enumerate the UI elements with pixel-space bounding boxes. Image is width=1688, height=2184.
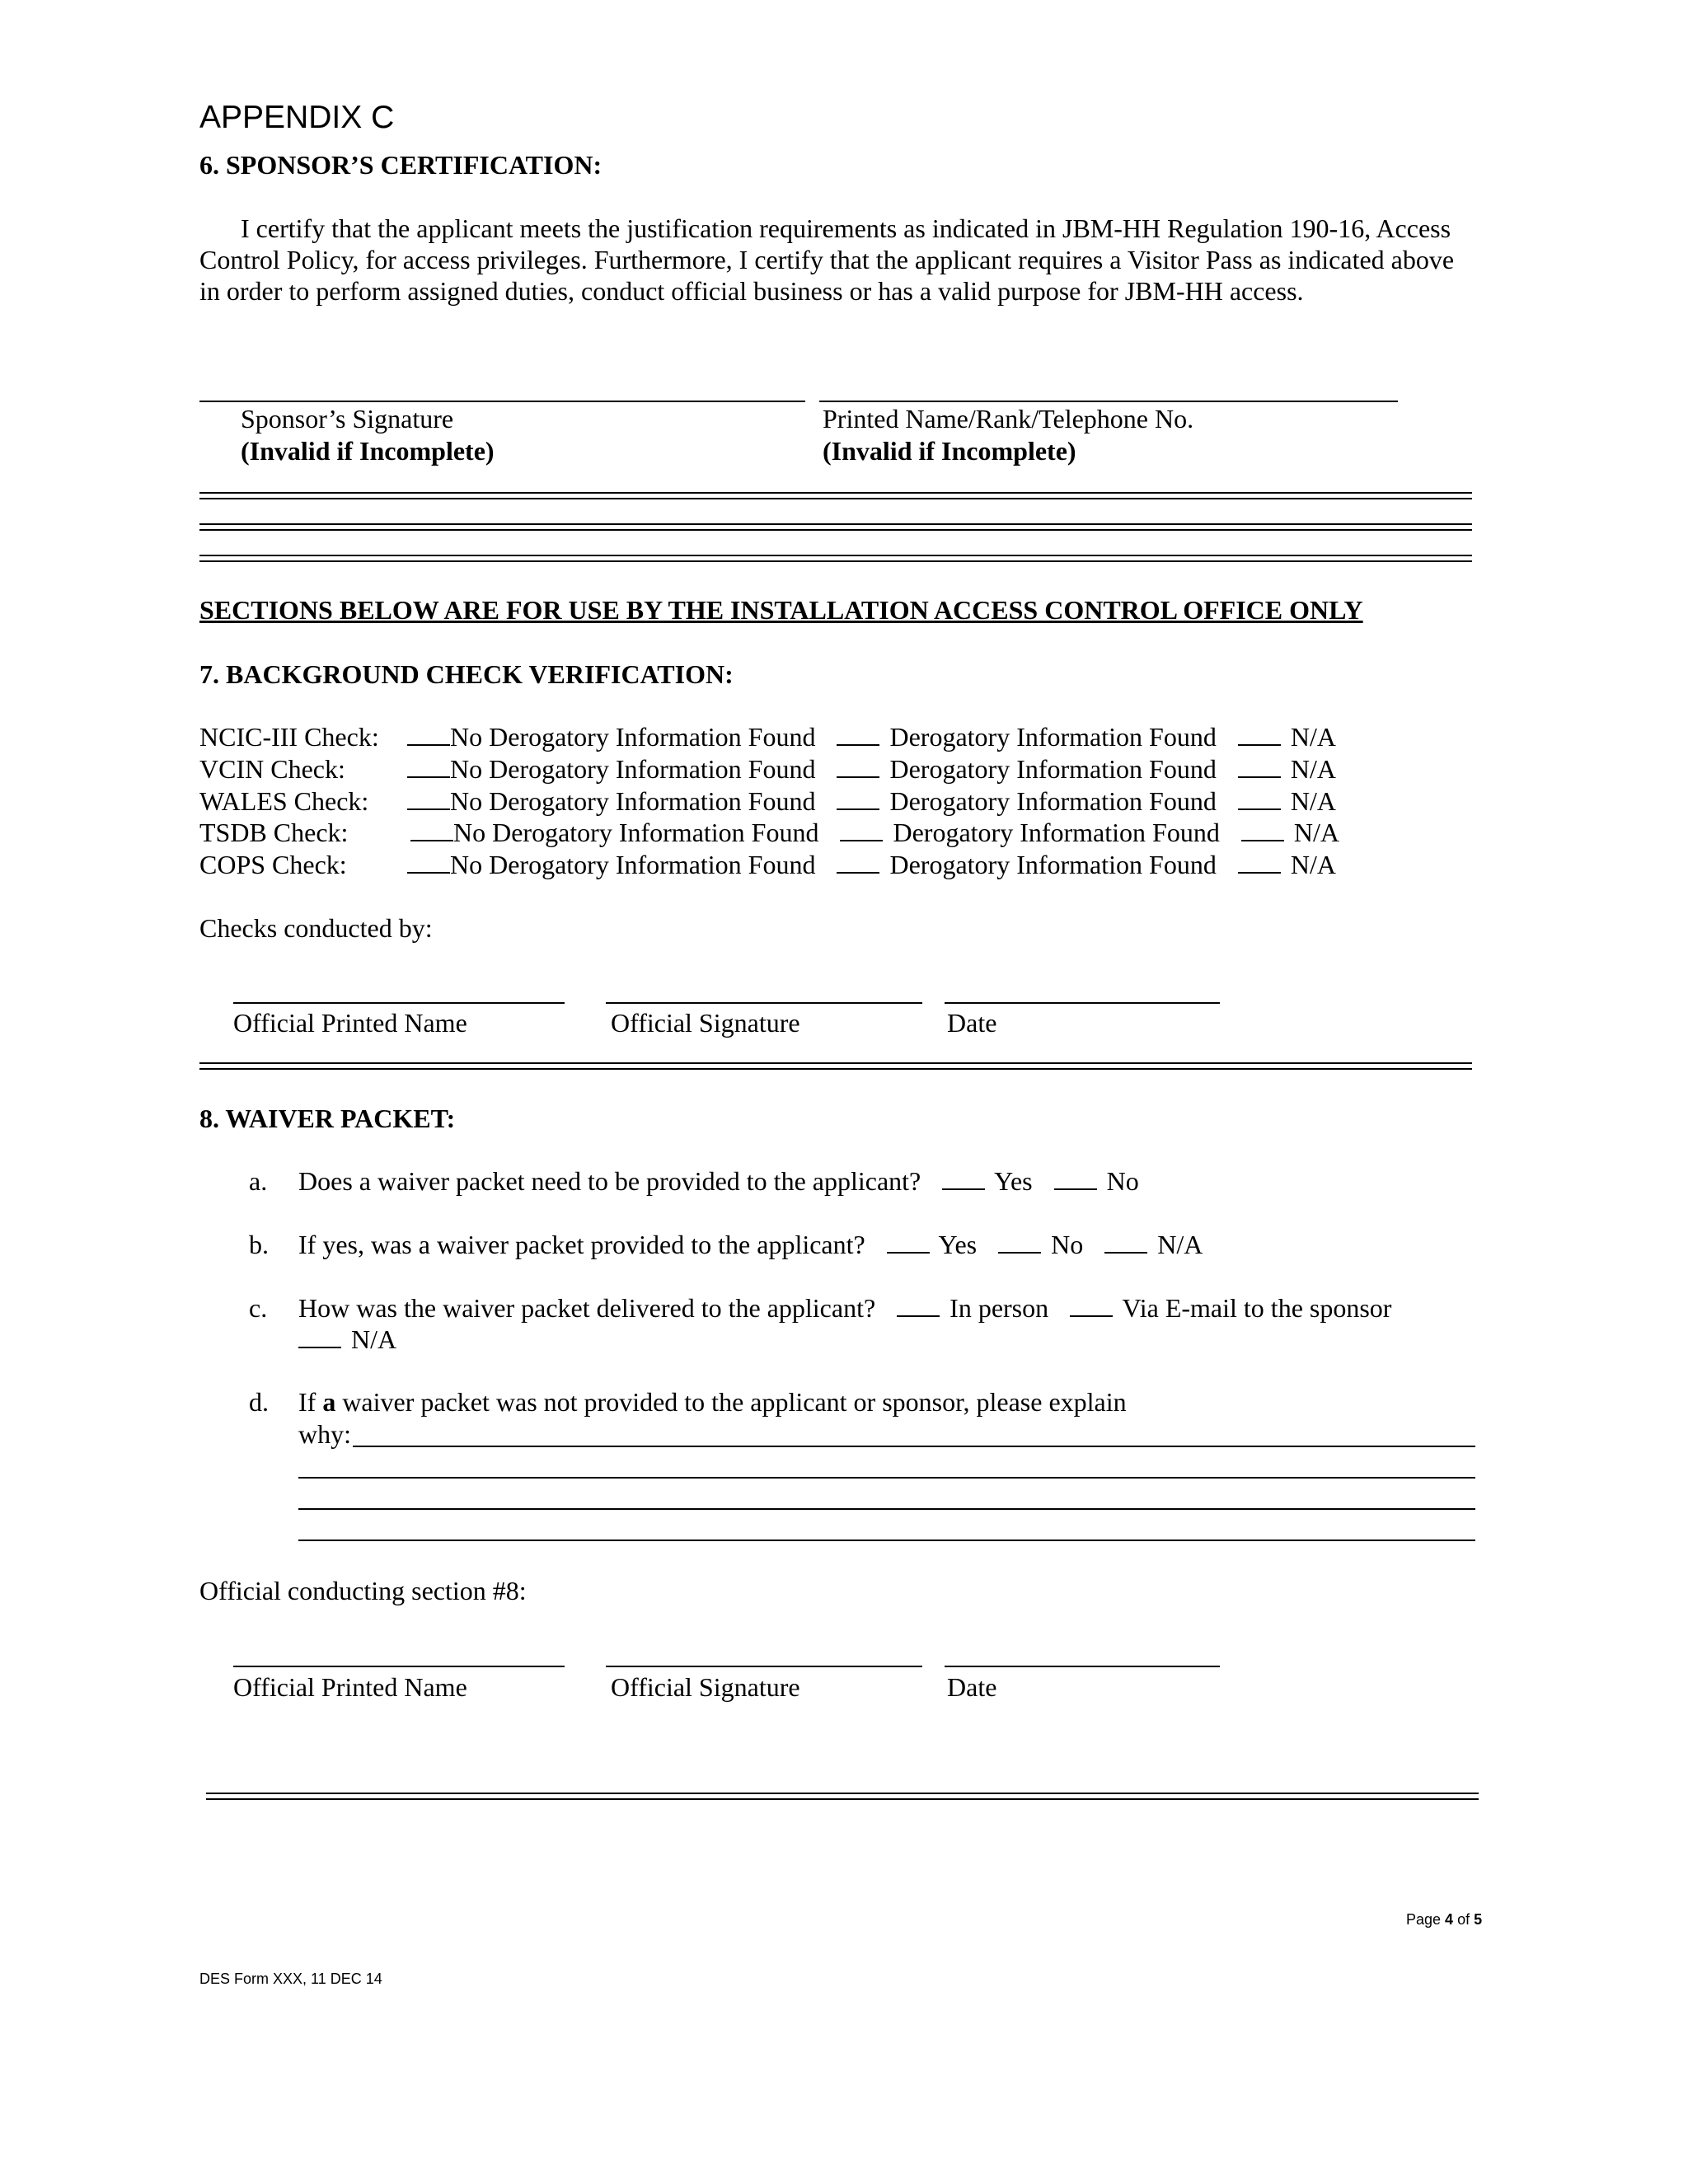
na-label: N/A — [1157, 1230, 1203, 1259]
question-text: Does a waiver packet need to be provided to the applicant? — [298, 1166, 921, 1196]
derogatory-label: Derogatory Information Found — [889, 850, 1217, 879]
section-divider — [199, 555, 1472, 562]
in-person-label: In person — [950, 1293, 1049, 1323]
na-blank[interactable] — [1238, 723, 1281, 746]
derogatory-label: Derogatory Information Found — [893, 818, 1220, 847]
waiver-question-c-na — [298, 1324, 396, 1355]
no-blank[interactable] — [1054, 1167, 1097, 1190]
question-text: If — [298, 1387, 323, 1417]
na-blank[interactable] — [1238, 787, 1281, 810]
email-label: Via E-mail to the sponsor — [1122, 1293, 1392, 1323]
check-row — [407, 849, 1336, 880]
check-row — [407, 721, 1336, 752]
no-derogatory-blank[interactable] — [407, 787, 450, 810]
na-label: N/A — [1290, 850, 1336, 879]
no-label: No — [1106, 1166, 1139, 1196]
derogatory-blank[interactable] — [837, 851, 879, 874]
page-number — [1406, 1910, 1482, 1929]
official-printed-name-label: Official Printed Name — [233, 1008, 467, 1038]
date-line[interactable] — [945, 1002, 1220, 1004]
na-label: N/A — [1293, 818, 1339, 847]
waiver-question-b — [298, 1229, 1203, 1260]
section-divider — [199, 1062, 1472, 1070]
yes-label: Yes — [994, 1166, 1033, 1196]
section-divider — [199, 523, 1472, 531]
no-derogatory-blank[interactable] — [407, 851, 450, 874]
waiver-question-a — [298, 1165, 1139, 1197]
page-of: of — [1453, 1911, 1475, 1928]
check-row — [410, 817, 1339, 848]
form-identifier: DES Form XXX, 11 DEC 14 — [199, 1971, 382, 1987]
official-signature-line[interactable] — [606, 1666, 922, 1667]
no-label: No — [1051, 1230, 1084, 1259]
sponsor-signature-label: Sponsor’s Signature — [241, 404, 454, 434]
sponsor-printed-invalid-note: (Invalid if Incomplete) — [823, 436, 1076, 466]
na-label: N/A — [1290, 786, 1336, 816]
no-derogatory-label: No Derogatory Information Found — [450, 722, 816, 752]
na-label: N/A — [351, 1324, 397, 1354]
no-derogatory-label: No Derogatory Information Found — [450, 754, 816, 784]
no-derogatory-label: No Derogatory Information Found — [453, 818, 819, 847]
page-total: 5 — [1474, 1911, 1483, 1928]
na-blank[interactable] — [1238, 851, 1281, 874]
official-conducting-label: Official conducting section #8: — [199, 1576, 527, 1605]
why-label: why: — [298, 1419, 351, 1449]
check-row — [407, 785, 1336, 817]
official-printed-name-line[interactable] — [233, 1666, 565, 1667]
question-text-bold: a — [322, 1387, 336, 1417]
no-derogatory-label: No Derogatory Information Found — [450, 850, 816, 879]
check-label-cops: COPS Check: — [199, 850, 347, 879]
date-line[interactable] — [945, 1666, 1220, 1667]
item-letter: b. — [249, 1230, 269, 1259]
appendix-title: APPENDIX C — [199, 100, 395, 135]
sponsor-signature-invalid-note: (Invalid if Incomplete) — [241, 436, 495, 466]
check-row — [407, 753, 1336, 785]
item-letter: a. — [249, 1166, 268, 1196]
page-current: 4 — [1445, 1911, 1454, 1928]
email-blank[interactable] — [1070, 1294, 1113, 1317]
sponsor-printed-name-line[interactable] — [819, 401, 1398, 402]
question-text: waiver packet was not provided to the applicant or sponsor, please explain — [335, 1387, 1127, 1417]
check-label-wales: WALES Check: — [199, 786, 369, 816]
waiver-question-d — [298, 1386, 1127, 1418]
section-divider — [199, 492, 1472, 499]
explanation-line[interactable] — [298, 1477, 1475, 1479]
section-divider — [206, 1793, 1479, 1800]
derogatory-label: Derogatory Information Found — [889, 754, 1217, 784]
office-only-heading: SECTIONS BELOW ARE FOR USE BY THE INSTALLATION ACCESS CONTROL OFFICE ONLY — [199, 595, 1363, 625]
waiver-heading: 8. WAIVER PACKET: — [199, 1104, 456, 1133]
item-letter: d. — [249, 1387, 269, 1417]
check-label-vcin: VCIN Check: — [199, 754, 345, 784]
na-blank[interactable] — [1238, 755, 1281, 778]
date-label: Date — [947, 1008, 997, 1038]
sponsor-printed-name-label: Printed Name/Rank/Telephone No. — [823, 404, 1194, 434]
checks-conducted-by-label: Checks conducted by: — [199, 913, 433, 943]
official-printed-name-line[interactable] — [233, 1002, 565, 1004]
no-derogatory-blank[interactable] — [407, 723, 450, 746]
derogatory-blank[interactable] — [840, 818, 883, 841]
derogatory-blank[interactable] — [837, 723, 879, 746]
no-derogatory-label: No Derogatory Information Found — [450, 786, 816, 816]
explanation-line[interactable] — [298, 1508, 1475, 1510]
official-signature-line[interactable] — [606, 1002, 922, 1004]
check-label-ncic: NCIC-III Check: — [199, 722, 379, 752]
date-label: Date — [947, 1672, 997, 1702]
explanation-line[interactable] — [298, 1540, 1475, 1541]
derogatory-blank[interactable] — [837, 755, 879, 778]
explanation-line[interactable] — [353, 1446, 1475, 1447]
na-blank[interactable] — [298, 1325, 341, 1348]
yes-label: Yes — [938, 1230, 978, 1259]
item-letter: c. — [249, 1293, 268, 1323]
background-check-heading: 7. BACKGROUND CHECK VERIFICATION: — [199, 659, 734, 689]
sponsor-certification-text: I certify that the applicant meets the justification requirements as indicated in JBM-HH Regulation 190-16, Access Control Policy, for access privileges. Furthermore, I certify that the applicant requires a Visitor Pass as indicated above in order to perform assigned duties, conduct official business or has a valid purpose for JBM-HH access. — [199, 213, 1455, 306]
na-label: N/A — [1290, 722, 1336, 752]
in-person-blank[interactable] — [897, 1294, 940, 1317]
waiver-question-c — [298, 1292, 1391, 1324]
check-label-tsdb: TSDB Check: — [199, 818, 349, 847]
yes-blank[interactable] — [942, 1167, 985, 1190]
no-blank[interactable] — [998, 1230, 1041, 1254]
official-signature-label: Official Signature — [611, 1672, 800, 1702]
derogatory-label: Derogatory Information Found — [889, 786, 1217, 816]
na-blank[interactable] — [1241, 818, 1284, 841]
no-derogatory-blank[interactable] — [407, 755, 450, 778]
official-signature-label: Official Signature — [611, 1008, 800, 1038]
derogatory-label: Derogatory Information Found — [889, 722, 1217, 752]
yes-blank[interactable] — [887, 1230, 930, 1254]
page-prefix: Page — [1406, 1911, 1446, 1928]
official-printed-name-label: Official Printed Name — [233, 1672, 467, 1702]
sponsor-signature-line[interactable] — [199, 401, 805, 402]
derogatory-blank[interactable] — [837, 787, 879, 810]
sponsor-heading: 6. SPONSOR’S CERTIFICATION: — [199, 150, 603, 180]
no-derogatory-blank[interactable] — [410, 818, 453, 841]
na-blank[interactable] — [1104, 1230, 1147, 1254]
question-text: If yes, was a waiver packet provided to the applicant? — [298, 1230, 865, 1259]
question-text: How was the waiver packet delivered to the applicant? — [298, 1293, 876, 1323]
na-label: N/A — [1290, 754, 1336, 784]
